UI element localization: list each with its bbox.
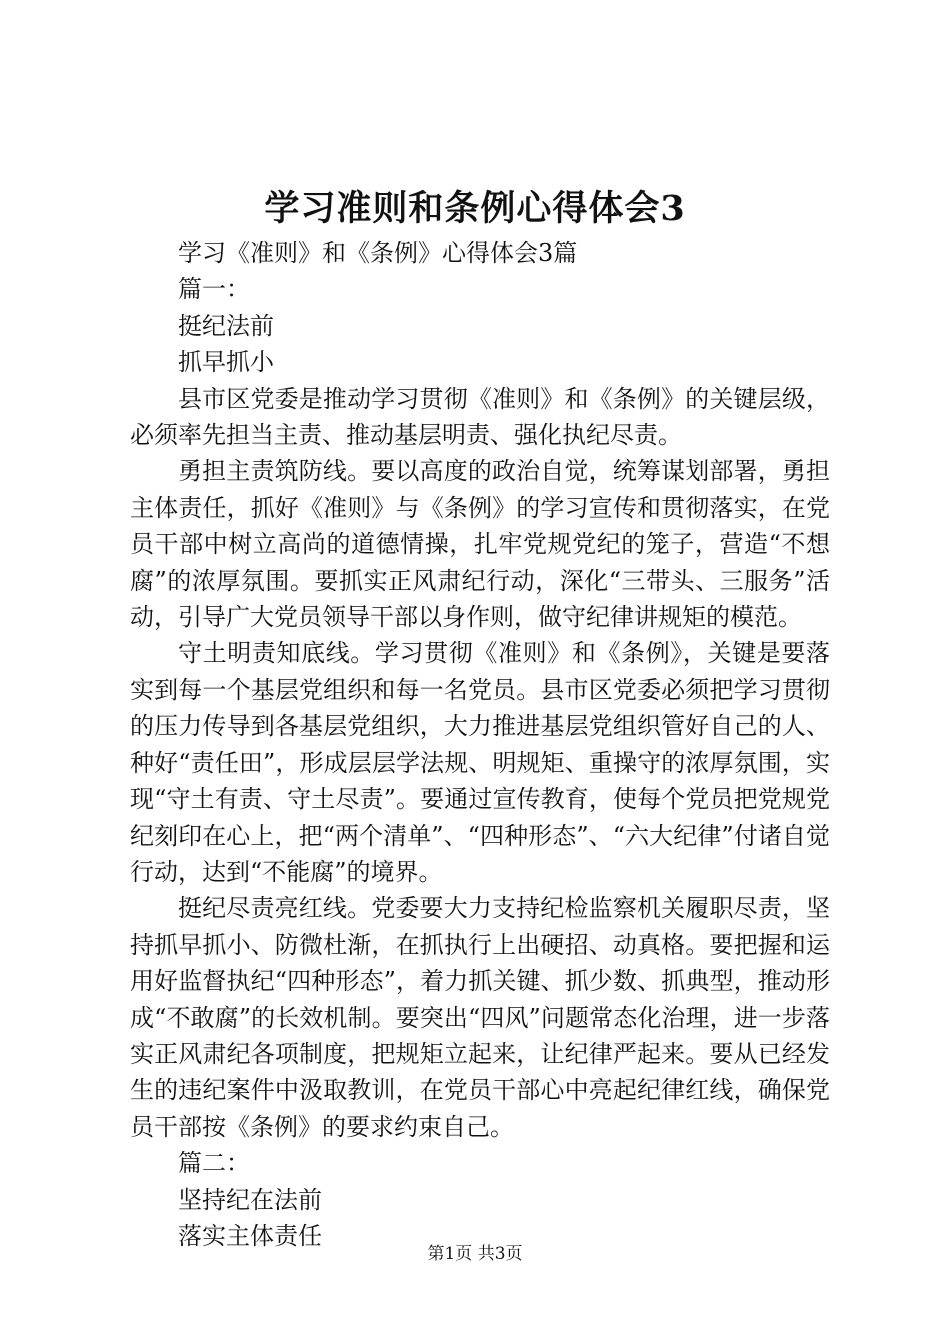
- page-footer: 第1页 共3页: [427, 1244, 523, 1264]
- paragraph-heading-line: 抓早抓小: [178, 348, 274, 377]
- paragraph-body: 县市区党委是推动学习贯彻《准则》和《条例》的关键层级，必须率先担当主责、推动基层明责、强化执纪尽责。: [130, 384, 830, 450]
- paragraph-subtitle: 学习《准则》和《条例》心得体会3篇: [178, 239, 578, 267]
- paragraph-body: 勇担主责筑防线。要以高度的政治自觉，统筹谋划部署，勇担主体责任，抓好《准则》与《条例》的学习宣传和贯彻落实，在党员干部中树立高尚的道德情操，扎牢党规党纪的笼子，营造“不想腐”的浓厚氛围。要抓实正风肃纪行动，深化“三带头、三服务”活动，引导广大党员领导干部以身作则，做守纪律讲规矩的模范。: [130, 457, 830, 632]
- paragraph-heading-line: 坚持纪在法前: [178, 1185, 322, 1214]
- document-title: 学习准则和条例心得体会3: [264, 188, 686, 229]
- paragraph-part-two-heading: 篇二：: [178, 1149, 250, 1178]
- paragraph-heading-line: 挺纪法前: [178, 311, 274, 340]
- paragraph-part-one-heading: 篇一：: [178, 275, 250, 304]
- document-body: [130, 235, 830, 1254]
- paragraph-body: 挺纪尽责亮红线。党委要大力支持纪检监察机关履职尽责，坚持抓早抓小、防微杜渐，在抓执行上出硬招、动真格。要把握和运用好监督执纪“四种形态”，着力抓关键、抓少数、抓典型，推动形成“不敢腐”的长效机制。要突出“四风”问题常态化治理，进一步落实正风肃纪各项制度，把规矩立起来，让纪律严起来。要从已经发生的违纪案件中汲取教训，在党员干部心中亮起纪律红线，确保党员干部按《条例》的要求约束自己。: [130, 894, 830, 1141]
- paragraph-heading-line: 落实主体责任: [178, 1221, 322, 1250]
- paragraph-body: 守土明责知底线。学习贯彻《准则》和《条例》，关键是要落实到每一个基层党组织和每一名党员。县市区党委必须把学习贯彻的压力传导到各基层党组织，大力推进基层党组织管好自己的人、种好“责任田”，形成层层学法规、明规矩、重操守的浓厚氛围，实现“守土有责、守土尽责”。要通过宣传教育，使每个党员把党规党纪刻印在心上，把“两个清单”、“四种形态”、“六大纪律”付诸自觉行动，达到“不能腐”的境界。: [130, 639, 830, 886]
